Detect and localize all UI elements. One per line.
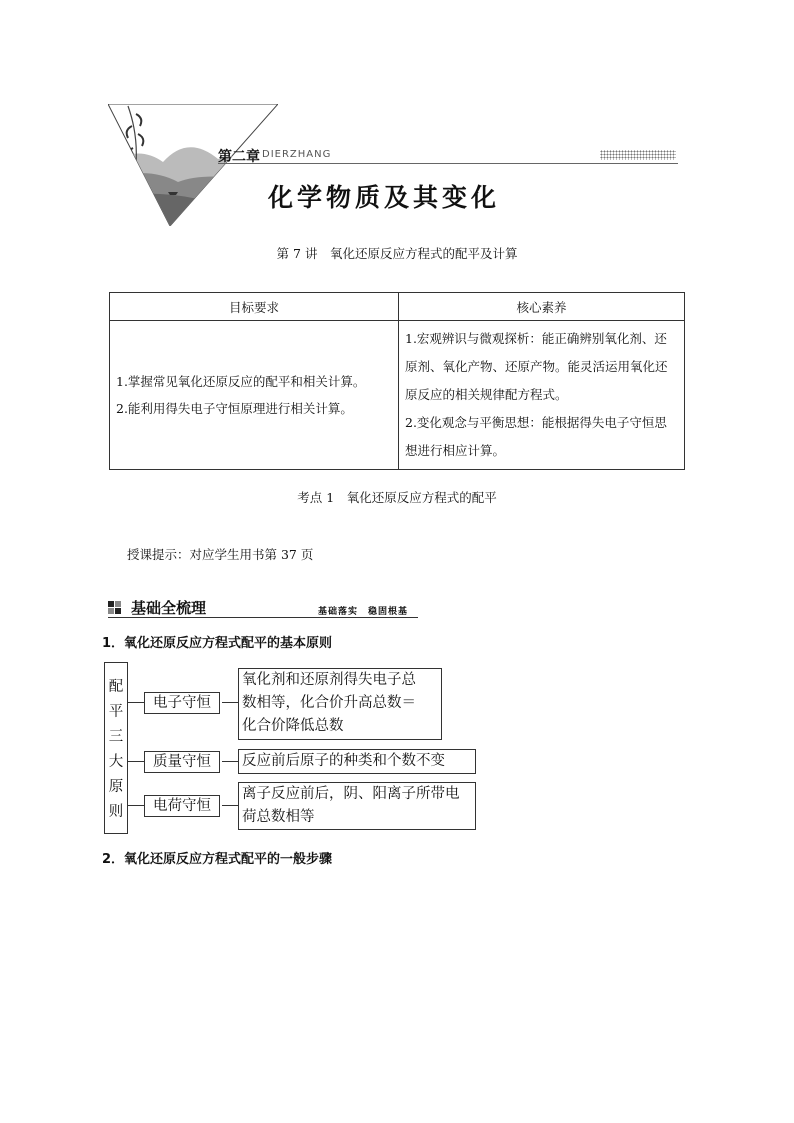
connector-line <box>222 761 238 762</box>
connector-line <box>128 761 144 762</box>
subheading-steps: 2．氧化还原反应方程式配平的一般步骤 <box>102 852 333 867</box>
branch-label-mass: 质量守恒 <box>144 751 220 773</box>
root-char: 配 <box>108 679 124 695</box>
root-char: 则 <box>108 804 124 820</box>
section-divider <box>108 617 418 618</box>
goal-item: 1.掌握常见氧化还原反应的配平和相关计算。 <box>116 374 366 389</box>
lecture-title: 第 7 讲 氧化还原反应方程式的配平及计算 <box>276 246 518 261</box>
chapter-label: 第二章 <box>218 149 260 165</box>
subheading-principles: 1．氧化还原反应方程式配平的基本原则 <box>102 636 333 651</box>
section-subtitle: 基础落实 稳固根基 <box>318 607 409 617</box>
section-title: 基础全梳理 <box>131 599 207 617</box>
connector-line <box>222 702 238 703</box>
root-char: 平 <box>108 704 124 720</box>
diagram-root-box <box>104 662 128 834</box>
section-square-icon <box>108 601 122 615</box>
literacy-cell <box>399 321 685 470</box>
branch-label-electron: 电子守恒 <box>144 692 220 714</box>
chapter-english: DIERZHANG <box>262 149 332 160</box>
branch-desc-electron: 氧化剂和还原剂得失电子总 数相等，化合价升高总数＝ 化合价降低总数 <box>238 668 442 740</box>
connector-line <box>128 702 144 703</box>
literacy-item: 2.变化观念与平衡思想：能根据得失电子守恒思想进行相应计算。 <box>405 415 667 458</box>
goals-header: 目标要求 <box>110 293 399 321</box>
branch-desc-charge: 离子反应前后，阴、阳离子所带电 荷总数相等 <box>238 782 476 830</box>
goals-table <box>109 292 685 470</box>
literacy-item: 1.宏观辨识与微观探析：能正确辨别氧化剂、还原剂、氧化产物、还原产物。能灵活运用氧化还原反应的相关规律配方程式。 <box>405 331 668 402</box>
dotted-decoration <box>600 150 676 160</box>
root-char: 三 <box>108 729 124 745</box>
connector-line <box>222 805 238 806</box>
chapter-title: 化学物质及其变化 <box>268 183 501 212</box>
literacy-header: 核心素养 <box>399 293 685 321</box>
root-char: 原 <box>108 779 124 795</box>
branch-label-charge: 电荷守恒 <box>144 795 220 817</box>
branch-desc-mass: 反应前后原子的种类和个数不变 <box>238 749 476 774</box>
topic-heading: 考点 1 氧化还原反应方程式的配平 <box>297 490 497 505</box>
teaching-hint: 授课提示：对应学生用书第 37 页 <box>127 547 314 562</box>
goals-cell <box>110 321 399 470</box>
root-char: 大 <box>108 754 124 770</box>
chapter-divider <box>218 163 678 164</box>
goal-item: 2.能利用得失电子守恒原理进行相关计算。 <box>116 401 353 416</box>
connector-line <box>128 805 144 806</box>
